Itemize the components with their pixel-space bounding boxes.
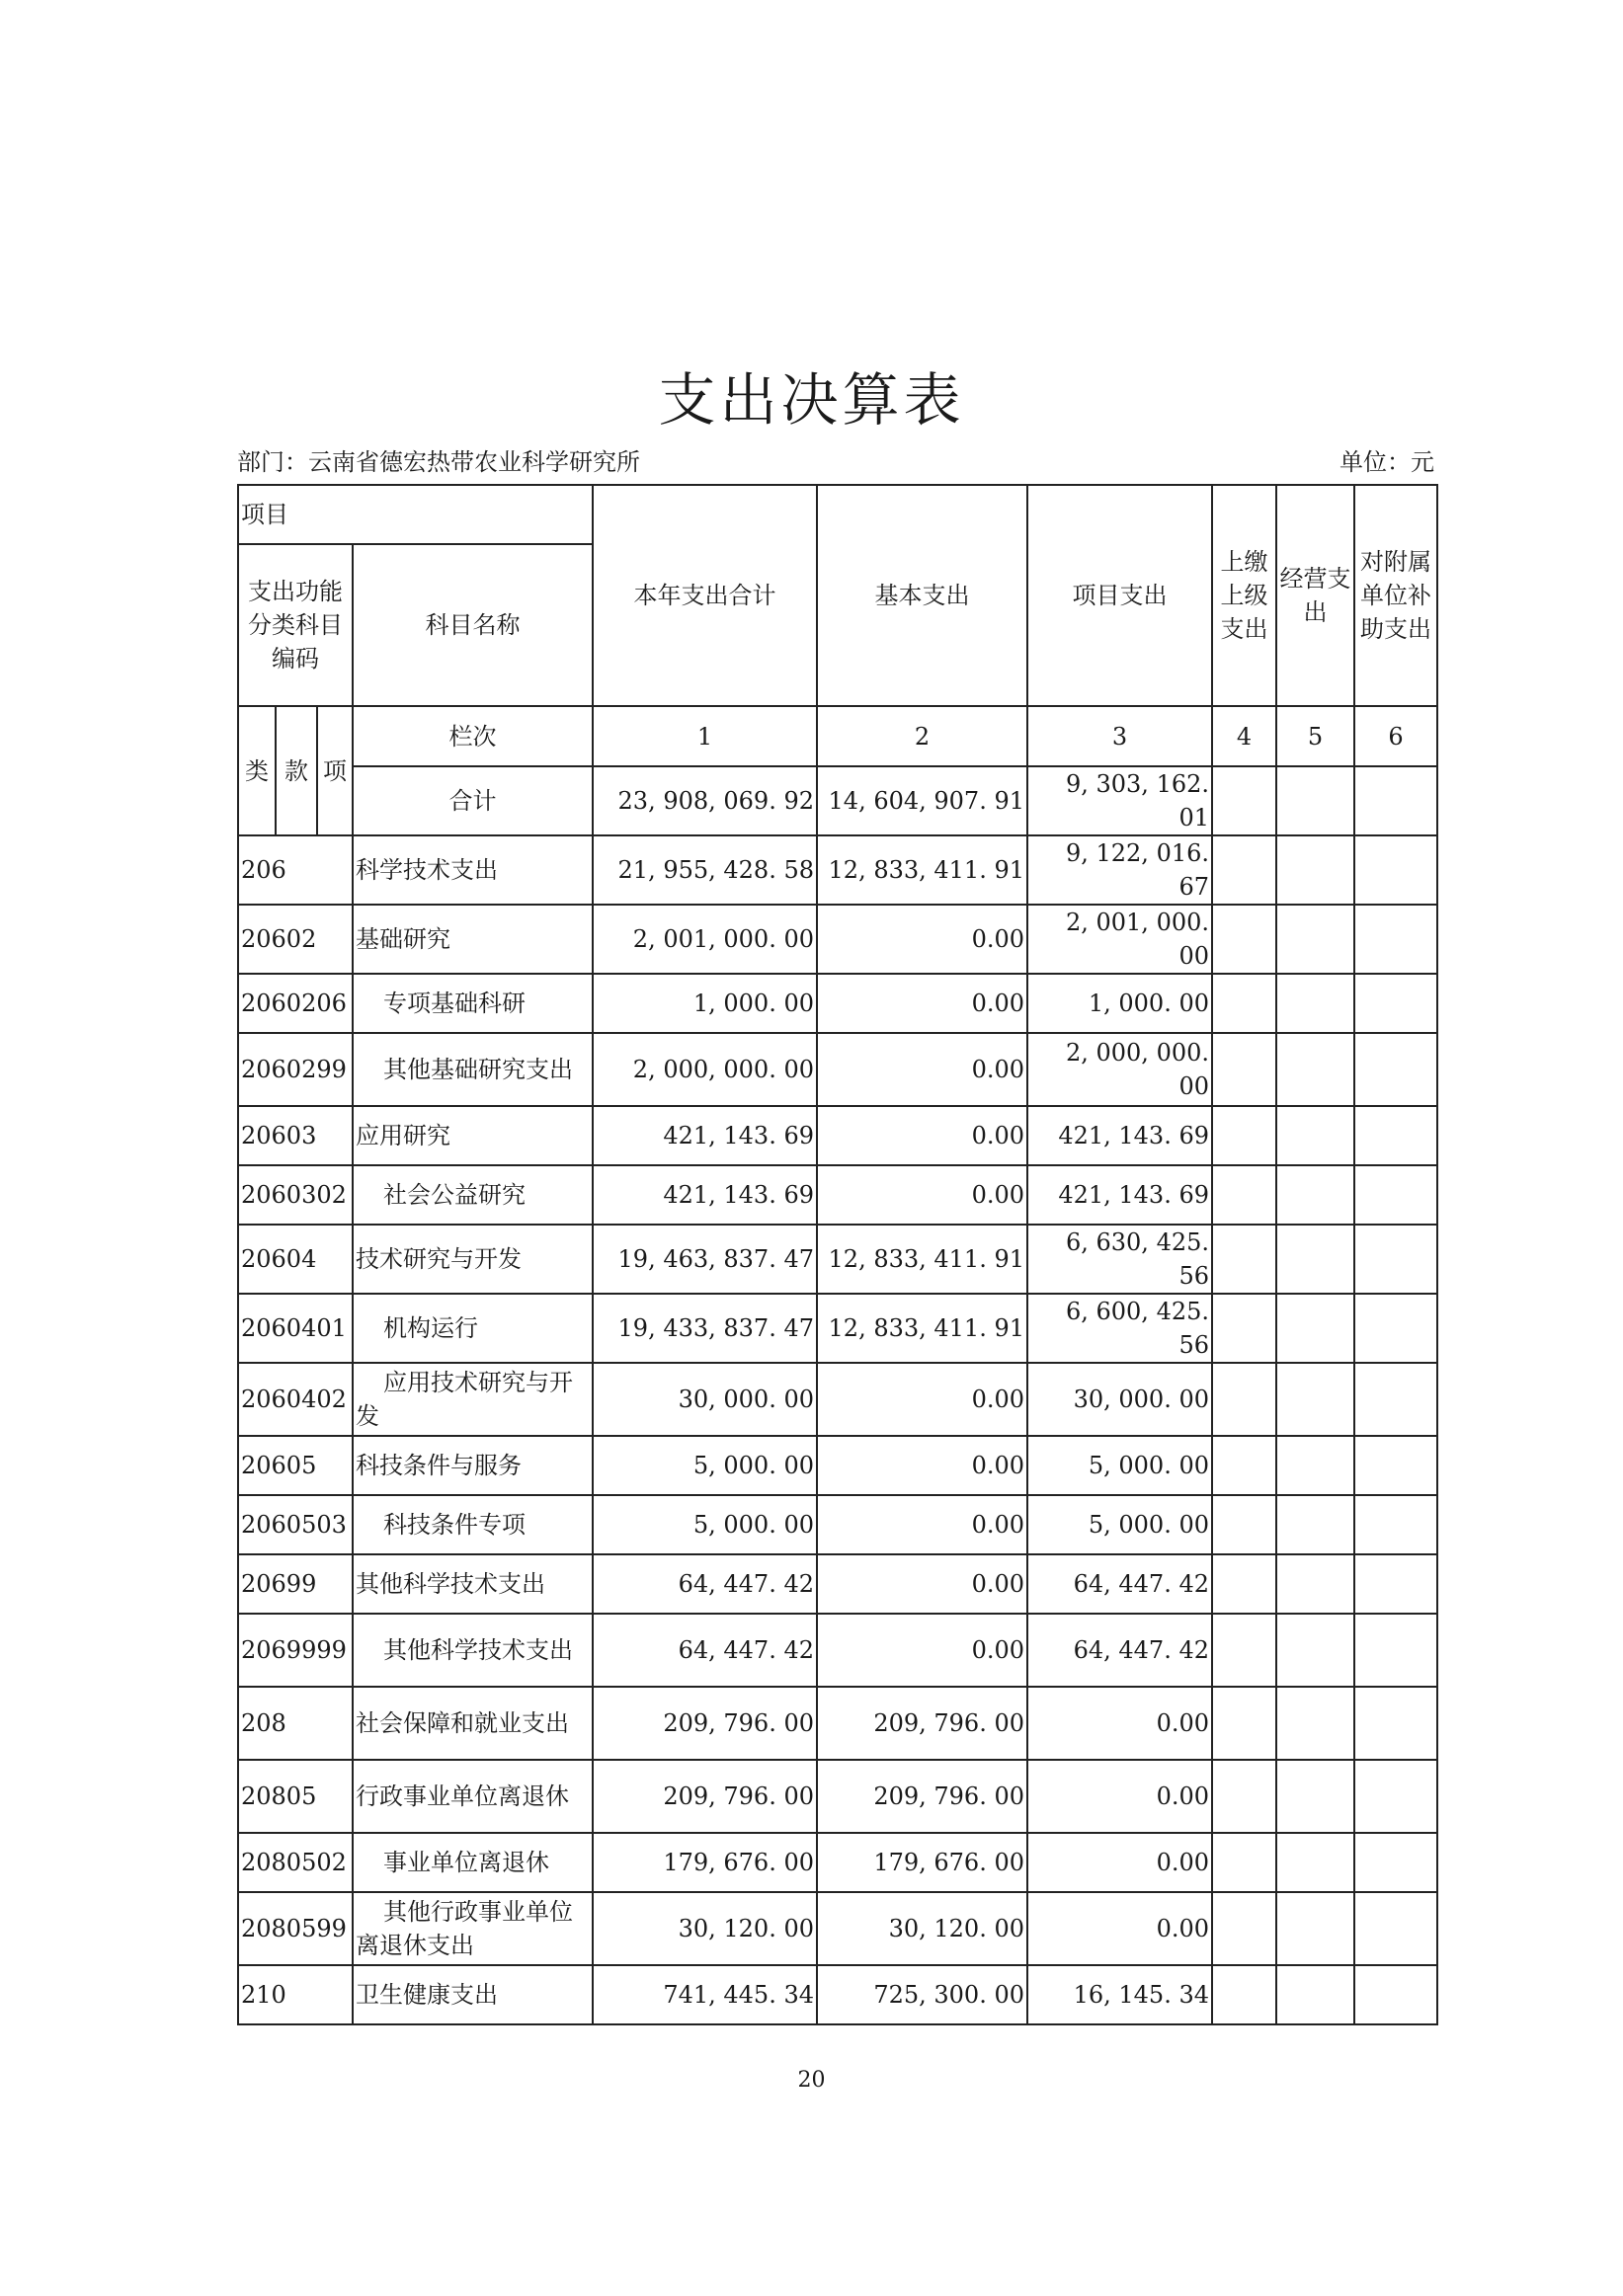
row-upper — [1212, 905, 1276, 974]
row-project: 0.00 — [1027, 1760, 1212, 1833]
sum-total: 23, 908, 069. 92 — [593, 766, 817, 835]
row-upper — [1212, 835, 1276, 905]
row-operating — [1276, 1363, 1354, 1436]
row-subsidy — [1354, 1965, 1437, 2024]
row-operating — [1276, 905, 1354, 974]
row-subject-name: 应用技术研究与开发 — [353, 1363, 593, 1436]
row-code: 208 — [238, 1687, 353, 1760]
row-subsidy — [1354, 1225, 1437, 1294]
row-subject-name: 其他科学技术支出 — [353, 1614, 593, 1687]
row-operating — [1276, 835, 1354, 905]
row-basic: 0.00 — [817, 1554, 1027, 1614]
row-code: 2060206 — [238, 974, 353, 1033]
table-row — [238, 974, 1437, 1033]
row-operating — [1276, 1687, 1354, 1760]
row-subsidy — [1354, 1554, 1437, 1614]
row-total: 2, 000, 000. 00 — [593, 1033, 817, 1106]
header-subsidy: 对附属单位补助支出 — [1354, 485, 1437, 706]
row-upper — [1212, 1165, 1276, 1225]
row-code: 2060302 — [238, 1165, 353, 1225]
row-total: 5, 000. 00 — [593, 1436, 817, 1495]
row-total: 19, 463, 837. 47 — [593, 1225, 817, 1294]
sum-subsidy — [1354, 766, 1437, 835]
sum-project: 9, 303, 162. 01 — [1027, 766, 1212, 835]
column-index-5: 5 — [1276, 706, 1354, 766]
row-code: 20604 — [238, 1225, 353, 1294]
table-row — [238, 1294, 1437, 1363]
row-project: 2, 001, 000. 00 — [1027, 905, 1212, 974]
row-upper — [1212, 1294, 1276, 1363]
row-project: 2, 000, 000. 00 — [1027, 1033, 1212, 1106]
column-index-6: 6 — [1354, 706, 1437, 766]
column-index-3: 3 — [1027, 706, 1212, 766]
row-total: 421, 143. 69 — [593, 1106, 817, 1165]
row-subsidy — [1354, 1165, 1437, 1225]
row-code: 2080599 — [238, 1892, 353, 1965]
table-row — [238, 1965, 1437, 2024]
row-code: 2060299 — [238, 1033, 353, 1106]
row-subject-name: 机构运行 — [353, 1294, 593, 1363]
row-total: 2, 001, 000. 00 — [593, 905, 817, 974]
row-code: 20699 — [238, 1554, 353, 1614]
row-subject-name: 社会公益研究 — [353, 1165, 593, 1225]
row-subsidy — [1354, 1614, 1437, 1687]
row-basic: 0.00 — [817, 1106, 1027, 1165]
row-subsidy — [1354, 1436, 1437, 1495]
row-project: 64, 447. 42 — [1027, 1554, 1212, 1614]
row-upper — [1212, 1760, 1276, 1833]
table-row — [238, 1106, 1437, 1165]
row-basic: 0.00 — [817, 905, 1027, 974]
row-total: 741, 445. 34 — [593, 1965, 817, 2024]
row-basic: 0.00 — [817, 1495, 1027, 1554]
row-upper — [1212, 1225, 1276, 1294]
row-project: 5, 000. 00 — [1027, 1495, 1212, 1554]
row-basic: 0.00 — [817, 1033, 1027, 1106]
row-basic: 0.00 — [817, 1165, 1027, 1225]
row-total: 30, 000. 00 — [593, 1363, 817, 1436]
table-row — [238, 1495, 1437, 1554]
row-project: 5, 000. 00 — [1027, 1436, 1212, 1495]
row-total: 209, 796. 00 — [593, 1760, 817, 1833]
row-subject-name: 卫生健康支出 — [353, 1965, 593, 2024]
row-code: 210 — [238, 1965, 353, 2024]
row-subsidy — [1354, 1033, 1437, 1106]
row-subject-name: 其他科学技术支出 — [353, 1554, 593, 1614]
row-subsidy — [1354, 1294, 1437, 1363]
header-code-label: 支出功能分类科目编码 — [238, 544, 353, 706]
row-project: 16, 145. 34 — [1027, 1965, 1212, 2024]
table-row — [238, 1436, 1437, 1495]
header-subject-name: 科目名称 — [353, 544, 593, 706]
row-total: 5, 000. 00 — [593, 1495, 817, 1554]
expenditure-table — [237, 484, 1438, 2025]
row-operating — [1276, 1760, 1354, 1833]
table-row — [238, 1165, 1437, 1225]
row-project: 0.00 — [1027, 1892, 1212, 1965]
row-upper — [1212, 1554, 1276, 1614]
row-subject-name: 行政事业单位离退休 — [353, 1760, 593, 1833]
table-row — [238, 1892, 1437, 1965]
row-upper — [1212, 1436, 1276, 1495]
row-subsidy — [1354, 1106, 1437, 1165]
row-operating — [1276, 1106, 1354, 1165]
row-project: 6, 600, 425. 56 — [1027, 1294, 1212, 1363]
header-kuan: 款 — [276, 706, 317, 835]
row-subject-name: 社会保障和就业支出 — [353, 1687, 593, 1760]
row-project: 0.00 — [1027, 1833, 1212, 1892]
row-project: 421, 143. 69 — [1027, 1106, 1212, 1165]
page-title: 支出决算表 — [658, 366, 965, 434]
row-subsidy — [1354, 1363, 1437, 1436]
row-subject-name: 其他基础研究支出 — [353, 1033, 593, 1106]
table-row — [238, 1554, 1437, 1614]
table-row — [238, 835, 1437, 905]
row-operating — [1276, 1833, 1354, 1892]
row-code: 20602 — [238, 905, 353, 974]
row-subsidy — [1354, 974, 1437, 1033]
row-basic: 12, 833, 411. 91 — [817, 835, 1027, 905]
row-subsidy — [1354, 1892, 1437, 1965]
row-total: 64, 447. 42 — [593, 1554, 817, 1614]
sum-operating — [1276, 766, 1354, 835]
row-subject-name: 应用研究 — [353, 1106, 593, 1165]
row-code: 2060402 — [238, 1363, 353, 1436]
row-operating — [1276, 1965, 1354, 2024]
row-subject-name: 基础研究 — [353, 905, 593, 974]
row-basic: 12, 833, 411. 91 — [817, 1294, 1027, 1363]
row-operating — [1276, 1614, 1354, 1687]
row-basic: 0.00 — [817, 974, 1027, 1033]
sum-basic: 14, 604, 907. 91 — [817, 766, 1027, 835]
row-upper — [1212, 1033, 1276, 1106]
row-basic: 0.00 — [817, 1436, 1027, 1495]
row-project: 0.00 — [1027, 1687, 1212, 1760]
row-upper — [1212, 1892, 1276, 1965]
table-row — [238, 1760, 1437, 1833]
header-project: 项目 — [238, 485, 593, 544]
row-project: 9, 122, 016. 67 — [1027, 835, 1212, 905]
row-total: 19, 433, 837. 47 — [593, 1294, 817, 1363]
header-total: 本年支出合计 — [593, 485, 817, 706]
row-total: 30, 120. 00 — [593, 1892, 817, 1965]
row-operating — [1276, 1033, 1354, 1106]
row-basic: 30, 120. 00 — [817, 1892, 1027, 1965]
row-code: 2069999 — [238, 1614, 353, 1687]
sum-label: 合计 — [353, 766, 593, 835]
row-project: 1, 000. 00 — [1027, 974, 1212, 1033]
row-operating — [1276, 1294, 1354, 1363]
row-total: 421, 143. 69 — [593, 1165, 817, 1225]
row-project: 6, 630, 425. 56 — [1027, 1225, 1212, 1294]
row-subject-name: 事业单位离退休 — [353, 1833, 593, 1892]
row-subject-name: 技术研究与开发 — [353, 1225, 593, 1294]
row-code: 20805 — [238, 1760, 353, 1833]
column-index-2: 2 — [817, 706, 1027, 766]
row-code: 206 — [238, 835, 353, 905]
row-subsidy — [1354, 1833, 1437, 1892]
row-upper — [1212, 1495, 1276, 1554]
row-total: 64, 447. 42 — [593, 1614, 817, 1687]
row-total: 21, 955, 428. 58 — [593, 835, 817, 905]
row-code: 20605 — [238, 1436, 353, 1495]
row-total: 1, 000. 00 — [593, 974, 817, 1033]
row-upper — [1212, 1363, 1276, 1436]
column-index-1: 1 — [593, 706, 817, 766]
row-basic: 209, 796. 00 — [817, 1760, 1027, 1833]
row-project: 64, 447. 42 — [1027, 1614, 1212, 1687]
header-upper: 上缴上级支出 — [1212, 485, 1276, 706]
table-row — [238, 1033, 1437, 1106]
row-subject-name: 科技条件与服务 — [353, 1436, 593, 1495]
row-basic: 725, 300. 00 — [817, 1965, 1027, 2024]
column-index-4: 4 — [1212, 706, 1276, 766]
header-project-expenditure: 项目支出 — [1027, 485, 1212, 706]
header-xiang: 项 — [317, 706, 353, 835]
page-number: 20 — [797, 2068, 826, 2093]
unit-label: 单位：元 — [1339, 448, 1434, 476]
row-total: 209, 796. 00 — [593, 1687, 817, 1760]
header-lei: 类 — [238, 706, 276, 835]
row-operating — [1276, 1225, 1354, 1294]
row-upper — [1212, 1833, 1276, 1892]
row-basic: 0.00 — [817, 1614, 1027, 1687]
row-code: 20603 — [238, 1106, 353, 1165]
table-row — [238, 1687, 1437, 1760]
table-row — [238, 905, 1437, 974]
table-row — [238, 1614, 1437, 1687]
table-row — [238, 1833, 1437, 1892]
table-row — [238, 1363, 1437, 1436]
row-basic: 209, 796. 00 — [817, 1687, 1027, 1760]
row-operating — [1276, 1165, 1354, 1225]
row-upper — [1212, 1614, 1276, 1687]
header-operating: 经营支出 — [1276, 485, 1354, 706]
row-subject-name: 科学技术支出 — [353, 835, 593, 905]
row-upper — [1212, 974, 1276, 1033]
row-subject-name: 其他行政事业单位离退休支出 — [353, 1892, 593, 1965]
row-code: 2080502 — [238, 1833, 353, 1892]
row-operating — [1276, 1495, 1354, 1554]
row-subject-name: 专项基础科研 — [353, 974, 593, 1033]
row-code: 2060401 — [238, 1294, 353, 1363]
row-upper — [1212, 1965, 1276, 2024]
row-subsidy — [1354, 1760, 1437, 1833]
row-subject-name: 科技条件专项 — [353, 1495, 593, 1554]
row-basic: 12, 833, 411. 91 — [817, 1225, 1027, 1294]
row-total: 179, 676. 00 — [593, 1833, 817, 1892]
row-basic: 179, 676. 00 — [817, 1833, 1027, 1892]
row-subsidy — [1354, 1495, 1437, 1554]
row-operating — [1276, 1554, 1354, 1614]
row-project: 30, 000. 00 — [1027, 1363, 1212, 1436]
row-operating — [1276, 1892, 1354, 1965]
row-upper — [1212, 1687, 1276, 1760]
row-basic: 0.00 — [817, 1363, 1027, 1436]
sum-upper — [1212, 766, 1276, 835]
row-operating — [1276, 974, 1354, 1033]
row-code: 2060503 — [238, 1495, 353, 1554]
department-label: 部门：云南省德宏热带农业科学研究所 — [237, 448, 640, 476]
row-subsidy — [1354, 835, 1437, 905]
row-subsidy — [1354, 905, 1437, 974]
row-subsidy — [1354, 1687, 1437, 1760]
row-project: 421, 143. 69 — [1027, 1165, 1212, 1225]
header-basic: 基本支出 — [817, 485, 1027, 706]
row-operating — [1276, 1436, 1354, 1495]
column-index-label: 栏次 — [353, 706, 593, 766]
row-upper — [1212, 1106, 1276, 1165]
table-row — [238, 1225, 1437, 1294]
